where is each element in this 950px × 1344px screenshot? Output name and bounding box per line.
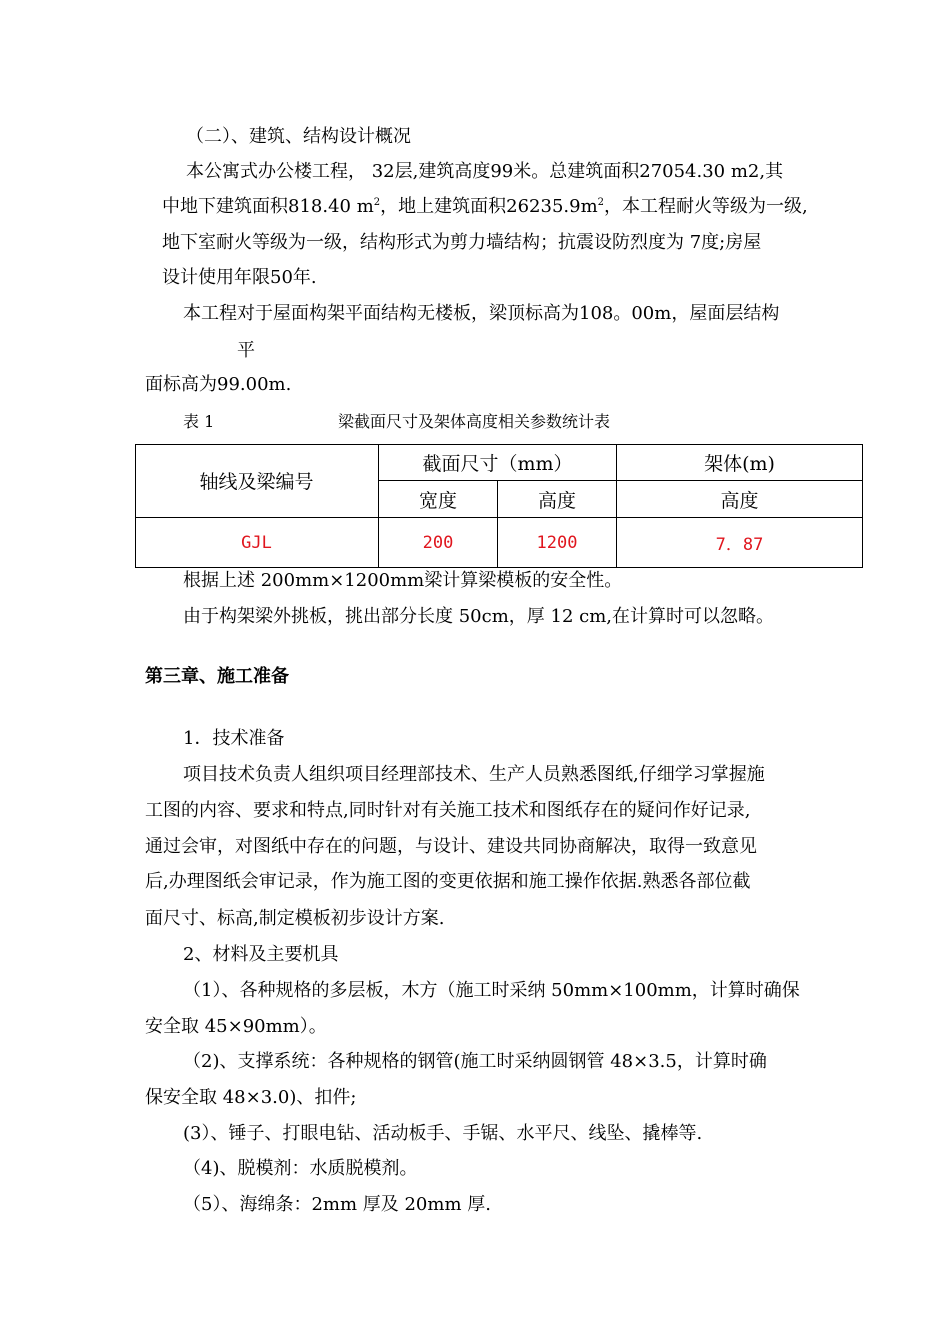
overview-line-3: 地下室耐火等级为一级，结构形式为剪力墙结构；抗震设防烈度为 7度;房屋	[162, 232, 762, 253]
header-section-size: 截面尺寸（mm）	[422, 452, 573, 475]
materials-title: 2、材料及主要机具	[183, 944, 339, 965]
materials-item-4: （4)、脱模剂：水质脱模剂。	[183, 1158, 418, 1179]
table-border	[135, 567, 863, 568]
roof-line-1: 本工程对于屋面构架平面结构无楼板，梁顶标高为108。00m，屋面层结构	[183, 303, 780, 324]
materials-item-5: （5）、海绵条：2mm 厚及 20mm 厚.	[183, 1194, 491, 1215]
subheader-height: 高度	[537, 489, 576, 512]
subheader-width: 宽度	[418, 489, 457, 512]
section-title: （二）、建筑、结构设计概况	[186, 126, 411, 147]
materials-item-2-line-2: 保安全取 48×3.0)、扣件;	[145, 1087, 357, 1108]
materials-item-1-line-1: （1）、各种规格的多层板，木方（施工时采纳 50mm×100mm，计算时确保	[183, 980, 800, 1001]
parameter-table	[135, 444, 863, 568]
table-border	[862, 444, 863, 568]
subheader-frame-height: 高度	[720, 489, 759, 512]
materials-item-1-line-2: 安全取 45×90mm）。	[145, 1016, 327, 1037]
overview-line-4: 设计使用年限50年.	[162, 267, 317, 288]
cell-beam-id: GJL	[241, 532, 272, 553]
header-frame: 架体(m)	[704, 452, 775, 475]
tech-line-1: 项目技术负责人组织项目经理部技术、生产人员熟悉图纸,仔细学习掌握施	[183, 764, 765, 785]
materials-item-2-line-1: （2)、支撑系统：各种规格的钢管(施工时采纳圆钢管 48×3.5，计算时确	[183, 1051, 767, 1072]
tech-line-5: 面尺寸、标高,制定模板初步设计方案.	[145, 908, 445, 929]
tech-line-4: 后,办理图纸会审记录，作为施工图的变更依据和施工操作依据.熟悉各部位截	[145, 871, 751, 892]
after-table-line-1: 根据上述 200mm×1200mm梁计算梁模板的安全性。	[183, 570, 623, 591]
after-table-line-2: 由于构架梁外挑板，挑出部分长度 50cm，厚 12 cm,在计算时可以忽略。	[183, 606, 774, 627]
tech-line-3: 通过会审，对图纸中存在的问题，与设计、建设共同协商解决，取得一致意见	[145, 836, 757, 857]
chapter-title: 第三章、施工准备	[145, 666, 289, 687]
cell-frame-height: 7．87	[715, 535, 764, 555]
table-caption: 梁截面尺寸及架体高度相关参数统计表	[338, 412, 611, 431]
cell-height: 1200	[536, 532, 578, 553]
roof-line-3: 面标高为99.00m.	[145, 374, 292, 395]
overview-line-2: 中地下建筑面积818.40 $m^2$，地上建筑面积$26235.9m^2$，本工程耐火等级为一级,	[162, 196, 808, 217]
header-axis-beam-id: 轴线及梁编号	[199, 471, 314, 493]
materials-item-3: (3）、锤子、打眼电钻、活动板手、手锯、水平尺、线坠、撬棒等.	[183, 1123, 703, 1144]
tech-line-2: 工图的内容、要求和特点,同时针对有关施工技术和图纸存在的疑问作好记录,	[145, 800, 751, 821]
roof-line-2: 平	[237, 340, 255, 361]
cell-width: 200	[422, 532, 454, 553]
tech-title: 1．技术准备	[183, 728, 285, 749]
table-label: 表 1	[183, 412, 215, 431]
overview-line-1: 本公寓式办公楼工程， 32层,建筑高度99米。总建筑面积27054.30 m2,其	[186, 161, 784, 182]
